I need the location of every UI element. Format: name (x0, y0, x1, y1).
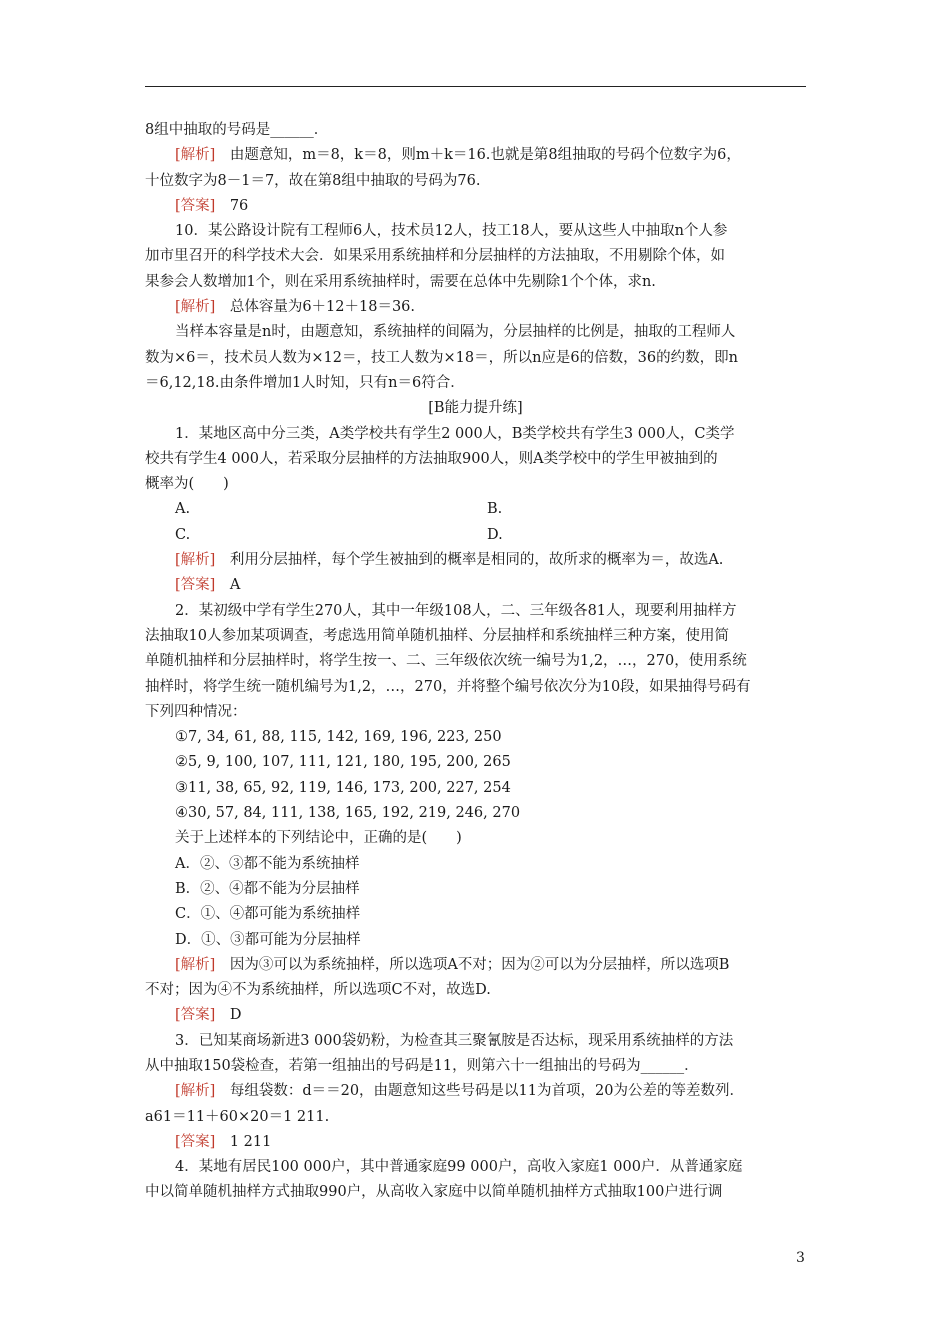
option-label: C. (175, 526, 191, 543)
text-line (145, 346, 806, 371)
text-line (145, 573, 806, 598)
text-line (145, 270, 806, 295)
line-text: 8组中抽取的号码是______． (145, 122, 329, 138)
header-rule (145, 86, 806, 87)
line-text: 利用分层抽样，每个学生被抽到的概率是相同的，故所求的概率为＝，故选A. (215, 552, 724, 569)
line-text: C．①、④都可能为系统抽样 (175, 906, 361, 923)
text-line (145, 320, 806, 345)
text-line (145, 877, 806, 902)
line-text: A (215, 577, 241, 594)
text-line (145, 472, 806, 497)
section-heading (145, 396, 806, 421)
line-text: ④30, 57, 84, 111, 138, 165, 192, 219, 246, 270 (175, 805, 521, 822)
text-line (145, 826, 806, 851)
line-text: 关于上述样本的下列结论中，正确的是( ) (175, 830, 462, 847)
text-line (145, 1155, 806, 1180)
text-line (145, 118, 806, 143)
text-line (145, 801, 806, 826)
label-tag: [答案] (175, 197, 216, 214)
text-line (145, 422, 806, 447)
text-line (145, 1180, 806, 1205)
document-body (145, 118, 806, 1206)
text-line (145, 1029, 806, 1054)
text-line (145, 675, 806, 700)
text-line (145, 902, 806, 927)
text-line (145, 953, 806, 978)
line-text: 下列四种情况： (145, 703, 247, 720)
text-line (145, 1079, 806, 1104)
line-text: 总体容量为6＋12＋18＝36. (215, 299, 416, 316)
line-text: 3．已知某商场新进3 000袋奶粉，为检查其三聚氰胺是否达标，现采用系统抽样的方法 (175, 1032, 734, 1049)
option-label: D. (487, 526, 503, 543)
text-line (145, 776, 806, 801)
line-text: 1．某地区高中分三类，A类学校共有学生2 000人，B类学校共有学生3 000人，C类学 (175, 425, 735, 442)
text-line (145, 548, 806, 573)
option-label: B. (487, 501, 503, 518)
text-line (145, 649, 806, 674)
text-line (145, 1130, 806, 1155)
text-line (145, 295, 806, 320)
line-text: 数为×6＝，技术员人数为×12＝，技工人数为×18＝，所以n应是6的倍数，36的约数，即n (145, 349, 738, 366)
line-text: 单随机抽样和分层抽样时，将学生按一、二、三年级依次统一编号为1,2，…，270，使用系统 (145, 653, 747, 670)
line-text: 10．某公路设计院有工程师6人，技术员12人，技工18人，要从这些人中抽取n个人参 (175, 223, 728, 240)
text-line (145, 1003, 806, 1028)
text-line (145, 599, 806, 624)
line-text: 概率为( ) (145, 476, 229, 493)
line-text: 因为③可以为系统抽样，所以选项A不对；因为②可以为分层抽样，所以选项B (215, 956, 730, 973)
line-text: 1 211 (215, 1133, 272, 1150)
line-text: B．②、④都不能为分层抽样 (175, 880, 360, 897)
label-tag: [答案] (175, 577, 216, 594)
text-line (145, 852, 806, 877)
text-line (145, 1054, 806, 1079)
line-text: 从中抽取150袋检查，若第一组抽出的号码是11，则第六十一组抽出的号码为______． (145, 1057, 699, 1074)
text-line (145, 978, 806, 1003)
option-label: A. (175, 501, 191, 518)
line-text: 加市里召开的科学技术大会．如果采用系统抽样和分层抽样的方法抽取，不用剔除个体，如 (145, 248, 725, 265)
text-line (145, 143, 806, 168)
line-text: D．①、③都可能为分层抽样 (175, 931, 361, 948)
line-text: 当样本容量是n时，由题意知，系统抽样的间隔为，分层抽样的比例是，抽取的工程师人 (175, 324, 736, 341)
text-line (145, 700, 806, 725)
label-tag: [解析] (175, 299, 216, 316)
label-tag: [解析] (175, 956, 216, 973)
line-text: 每组袋数：d＝＝20，由题意知这些号码是以11为首项，20为公差的等差数列． (215, 1083, 744, 1100)
label-tag: [解析] (175, 552, 216, 569)
text-line (145, 750, 806, 775)
line-text: ③11, 38, 65, 92, 119, 146, 173, 200, 227, 254 (175, 779, 511, 796)
page-number: 3 (796, 1250, 805, 1266)
text-line (145, 219, 806, 244)
text-line (145, 194, 806, 219)
line-text: 果参会人数增加1个，则在采用系统抽样时，需要在总体中先剔除1个个体，求n. (145, 273, 656, 290)
line-text: 法抽取10人参加某项调查，考虑选用简单随机抽样、分层抽样和系统抽样三种方案，使用简 (145, 627, 729, 644)
text-line (145, 447, 806, 472)
label-tag: [解析] (175, 1083, 216, 1100)
line-text: 76 (215, 197, 249, 214)
line-text: 校共有学生4 000人，若采取分层抽样的方法抽取900人，则A类学校中的学生甲被抽到的 (145, 450, 718, 467)
text-line (145, 371, 806, 396)
text-line (145, 725, 806, 750)
line-text: [B能力提升练] (428, 400, 523, 417)
line-text: 不对；因为④不为系统抽样，所以选项C不对，故选D. (145, 982, 491, 999)
line-text: ②5, 9, 100, 107, 111, 121, 180, 195, 200, 265 (175, 754, 511, 771)
line-text: 中以简单随机抽样方式抽取990户，从高收入家庭中以简单随机抽样方式抽取100户进行调 (145, 1184, 723, 1201)
label-tag: [答案] (175, 1007, 216, 1024)
line-text: ①7, 34, 61, 88, 115, 142, 169, 196, 223, 250 (175, 729, 502, 746)
text-line (145, 169, 806, 194)
text-line (145, 1105, 806, 1130)
line-text: D (215, 1007, 242, 1024)
line-text: 4．某地有居民100 000户，其中普通家庭99 000户，高收入家庭1 000户．从普通家庭 (175, 1159, 743, 1176)
text-line (145, 244, 806, 269)
label-tag: [答案] (175, 1133, 216, 1150)
text-line (145, 624, 806, 649)
line-text: A．②、③都不能为系统抽样 (175, 855, 360, 872)
label-tag: [解析] (175, 147, 216, 164)
line-text: 由题意知，m＝8，k＝8，则m＋k＝16.也就是第8组抽取的号码个位数字为6， (215, 147, 741, 164)
option-row (145, 497, 806, 522)
text-line (145, 928, 806, 953)
line-text: a61＝11＋60×20＝1 211. (145, 1108, 330, 1125)
option-row (145, 523, 806, 548)
line-text: 十位数字为8－1＝7，故在第8组中抽取的号码为76. (145, 172, 481, 189)
line-text: 抽样时，将学生统一随机编号为1,2，…，270，并将整个编号依次分为10段，如果抽得号码有 (145, 678, 751, 695)
line-text: 2．某初级中学有学生270人，其中一年级108人，二、三年级各81人，现要利用抽样方 (175, 602, 737, 619)
line-text: ＝6,12,18.由条件增加1人时知，只有n＝6符合． (145, 374, 465, 391)
